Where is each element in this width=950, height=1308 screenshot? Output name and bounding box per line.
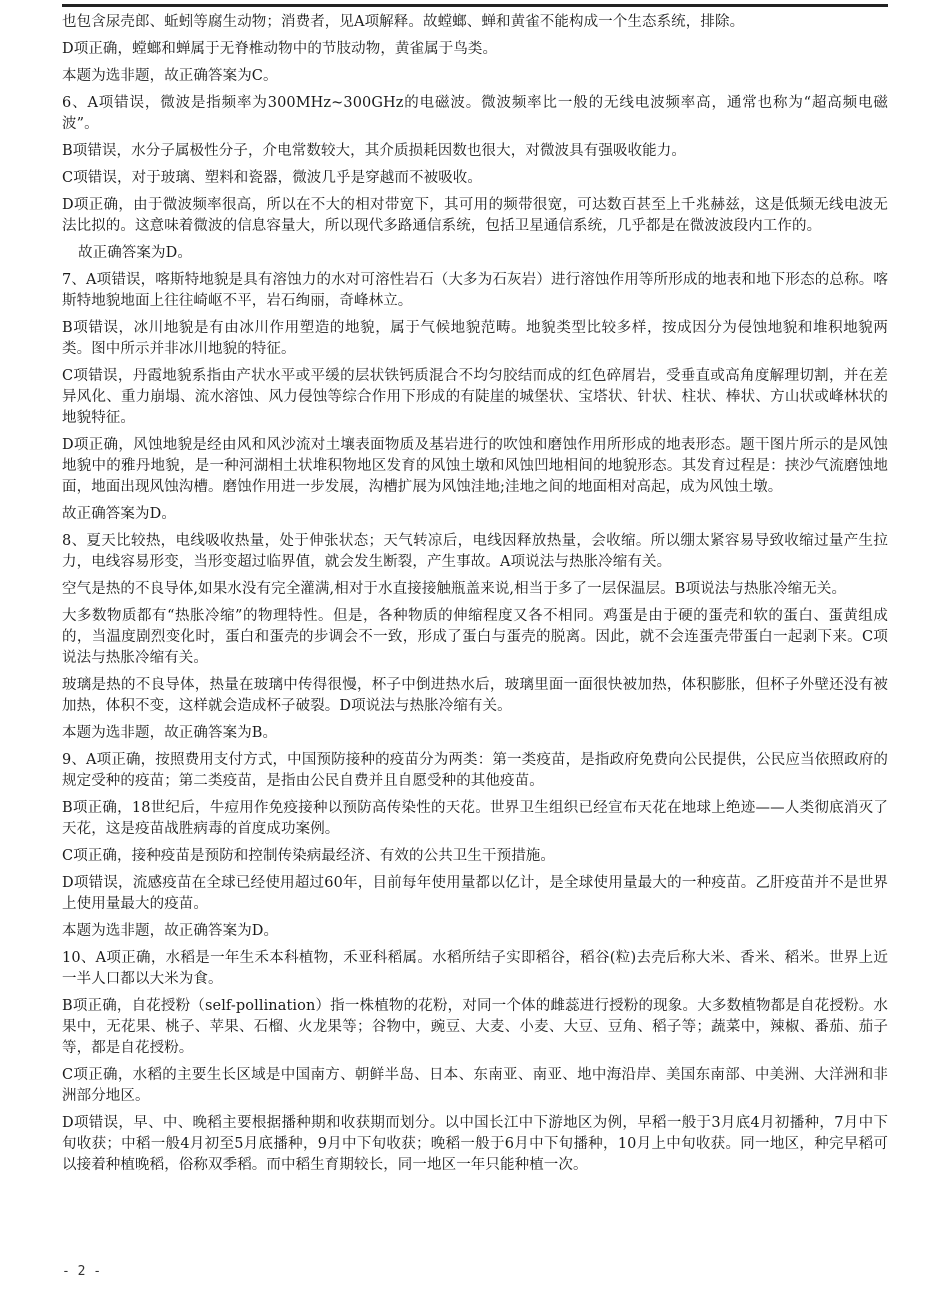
header-rule xyxy=(62,4,888,7)
paragraph: D项错误，流感疫苗在全球已经使用超过60年，目前每年使用量都以亿计，是全球使用量最大的一种疫苗。乙肝疫苗并不是世界上使用量最大的疫苗。 xyxy=(62,875,888,912)
document-body xyxy=(62,12,888,1182)
paragraph: B项正确，18世纪后，牛痘用作免疫接种以预防高传染性的天花。世界卫生组织已经宣布天花在地球上绝迹——人类彻底消灭了天花，这是疫苗战胜病毒的首度成功案例。 xyxy=(62,800,888,837)
paragraph: B项错误，冰川地貌是有由冰川作用塑造的地貌，属于气候地貌范畴。地貌类型比较多样，按成因分为侵蚀地貌和堆积地貌两类。图中所示并非冰川地貌的特征。 xyxy=(62,320,888,357)
paragraph: 9、A项正确，按照费用支付方式，中国预防接种的疫苗分为两类：第一类疫苗，是指政府免费向公民提供，公民应当依照政府的规定受种的疫苗；第二类疫苗，是指由公民自费并且自愿受种的其他疫苗。 xyxy=(62,752,888,789)
paragraph: D项正确，螳螂和蝉属于无脊椎动物中的节肢动物，黄雀属于鸟类。 xyxy=(62,41,498,57)
paragraph: 本题为选非题，故正确答案为D。 xyxy=(62,923,279,939)
paragraph: 空气是热的不良导体,如果水没有完全灌满,相对于水直接接触瓶盖来说,相当于多了一层保温层。B项说法与热胀冷缩无关。 xyxy=(62,581,847,597)
paragraph: 10、A项正确，水稻是一年生禾本科植物，禾亚科稻属。水稻所结子实即稻谷，稻谷(粒)去壳后称大米、香米、稻米。世界上近一半人口都以大米为食。 xyxy=(62,950,888,987)
paragraph: C项错误，丹霞地貌系指由产状水平或平缓的层状铁钙质混合不均匀胶结而成的红色碎屑岩，受垂直或高角度解理切割，并在差异风化、重力崩塌、流水溶蚀、风力侵蚀等综合作用下形成的有陡崖的城堡状、宝塔状、针状、柱状、棒状、方山状或峰林状的地貌特征。 xyxy=(62,368,888,426)
paragraph: C项错误，对于玻璃、塑料和瓷器，微波几乎是穿越而不被吸收。 xyxy=(62,170,482,186)
paragraph: C项正确，接种疫苗是预防和控制传染病最经济、有效的公共卫生干预措施。 xyxy=(62,848,555,864)
paragraph: 8、夏天比较热，电线吸收热量，处于伸张状态；天气转凉后，电线因释放热量，会收缩。所以绷太紧容易导致收缩过量产生拉力，电线容易形变，当形变超过临界值，就会发生断裂，产生事故。A项说法与热胀冷缩有关。 xyxy=(62,533,888,570)
paragraph: 本题为选非题，故正确答案为C。 xyxy=(62,68,278,84)
paragraph: D项正确，风蚀地貌是经由风和风沙流对土壤表面物质及基岩进行的吹蚀和磨蚀作用所形成的地表形态。题干图片所示的是风蚀地貌中的雅丹地貌，是一种河湖相土状堆积物地区发育的风蚀土墩和风蚀凹地相间的地貌形态。其发育过程是：挟沙气流磨蚀地面，地面出现风蚀沟槽。磨蚀作用进一步发展，沟槽扩展为风蚀洼地;洼地之间的地面相对高起，成为风蚀土墩。 xyxy=(62,437,888,495)
page-number: - 2 - xyxy=(62,1264,102,1279)
paragraph: D项错误，早、中、晚稻主要根据播种期和收获期而划分。以中国长江中下游地区为例，早稻一般于3月底4月初播种，7月中下旬收获；中稻一般4月初至5月底播种，9月中下旬收获；晚稻一般于6月中下旬播种，10月上中旬收获。同一地区，种完早稻可以接着种植晚稻，俗称双季稻。而中稻生育期较长，同一地区一年只能种植一次。 xyxy=(62,1115,888,1173)
paragraph: D项正确，由于微波频率很高，所以在不大的相对带宽下，其可用的频带很宽，可达数百甚至上千兆赫兹，这是低频无线电波无法比拟的。这意味着微波的信息容量大，所以现代多路通信系统，包括卫星通信系统，几乎都是在微波波段内工作的。 xyxy=(62,197,888,234)
paragraph: 玻璃是热的不良导体，热量在玻璃中传得很慢，杯子中倒进热水后，玻璃里面一面很快被加热，体积膨胀，但杯子外壁还没有被加热，体积不变，这样就会造成杯子破裂。D项说法与热胀冷缩有关。 xyxy=(62,677,888,714)
paragraph: 6、A项错误，微波是指频率为300MHz~300GHz的电磁波。微波频率比一般的无线电波频率高，通常也称为“超高频电磁波”。 xyxy=(62,95,888,132)
paragraph: 也包含尿壳郎、蚯蚓等腐生动物；消费者，见A项解释。故螳螂、蝉和黄雀不能构成一个生态系统，排除。 xyxy=(62,14,745,30)
paragraph: C项正确，水稻的主要生长区域是中国南方、朝鲜半岛、日本、东南亚、南亚、地中海沿岸、美国东南部、中美洲、大洋洲和非洲部分地区。 xyxy=(62,1067,888,1104)
paragraph: 本题为选非题，故正确答案为B。 xyxy=(62,725,278,741)
paragraph: 大多数物质都有“热胀冷缩”的物理特性。但是，各种物质的伸缩程度又各不相同。鸡蛋是由于硬的蛋壳和软的蛋白、蛋黄组成的，当温度剧烈变化时，蛋白和蛋壳的步调会不一致，形成了蛋白与蛋壳的脱离。因此，就不会连蛋壳带蛋白一起剥下来。C项说法与热胀冷缩有关。 xyxy=(62,608,888,666)
paragraph: 故正确答案为D。 xyxy=(62,506,176,522)
paragraph: B项正确，自花授粉（self-pollination）指一株植物的花粉，对同一个体的雌蕊进行授粉的现象。大多数植物都是自花授粉。水果中，无花果、桃子、苹果、石榴、火龙果等；谷物中，豌豆、大麦、小麦、大豆、豆角、稻子等；蔬菜中，辣椒、番茄、茄子等，都是自花授粉。 xyxy=(62,998,888,1056)
paragraph: 7、A项错误，喀斯特地貌是具有溶蚀力的水对可溶性岩石（大多为石灰岩）进行溶蚀作用等所形成的地表和地下形态的总称。喀斯特地貌地面上往往崎岖不平，岩石绚丽，奇峰林立。 xyxy=(62,272,888,309)
paragraph: 故正确答案为D。 xyxy=(78,245,192,261)
paragraph: B项错误，水分子属极性分子，介电常数较大，其介质损耗因数也很大，对微波具有强吸收能力。 xyxy=(62,143,686,159)
